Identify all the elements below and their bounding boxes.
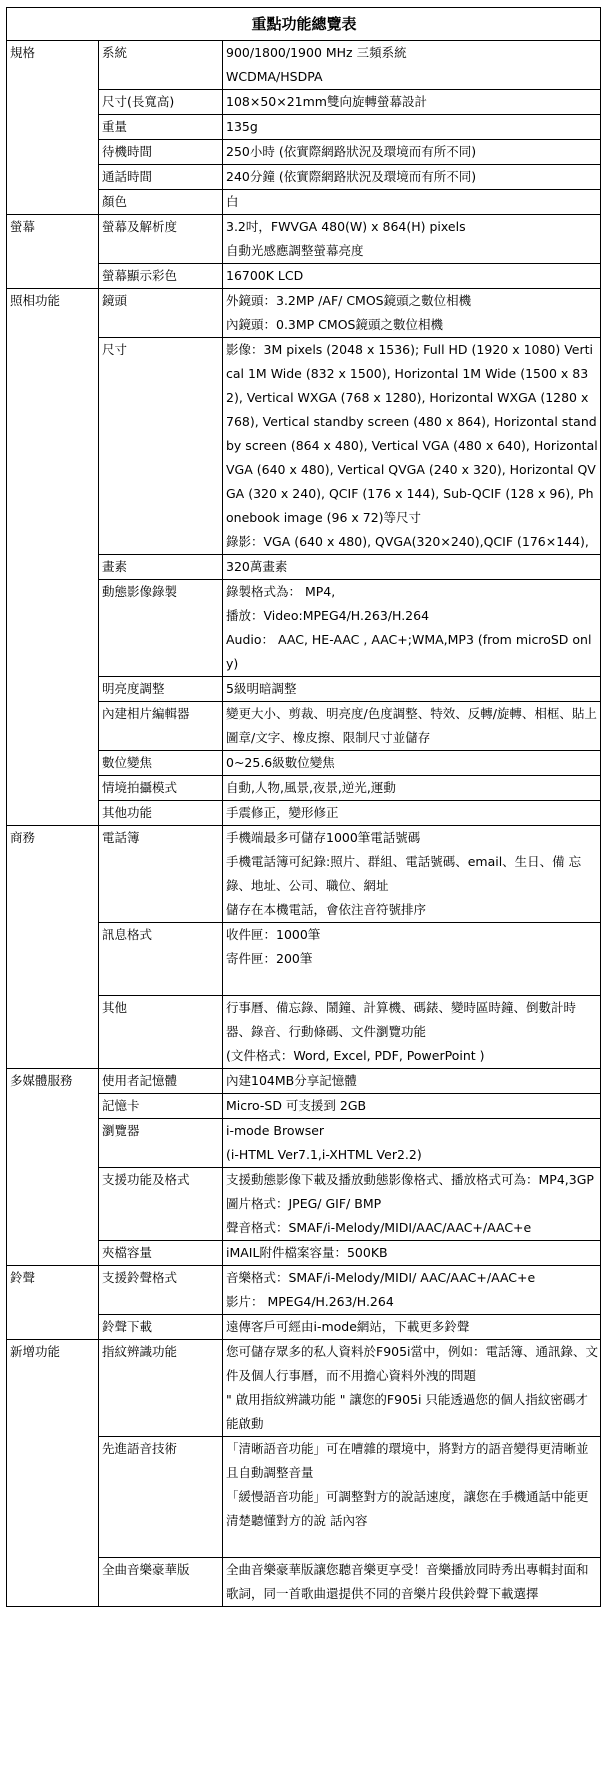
row-label: 全曲音樂豪華版 (99, 1558, 223, 1607)
row-label: 瀏覽器 (99, 1119, 223, 1168)
row-label: 通話時間 (99, 165, 223, 190)
row-label: 情境拍攝模式 (99, 776, 223, 801)
row-label: 記憶卡 (99, 1094, 223, 1119)
category-new-features: 新增功能 (7, 1340, 99, 1607)
value-line: 圖片格式：JPEG/ GIF/ BMP (226, 1196, 382, 1211)
row-label: 顏色 (99, 190, 223, 215)
row-label: 尺寸 (99, 338, 223, 555)
row-label: 明亮度調整 (99, 677, 223, 702)
row-value: 內建104MB分享記憶體 (223, 1069, 601, 1094)
row-label: 電話簿 (99, 826, 223, 923)
value-line: 900/1800/1900 MHz 三頻系統 (226, 45, 407, 60)
category-ringtone: 鈴聲 (7, 1266, 99, 1340)
category-multimedia: 多媒體服務 (7, 1069, 99, 1266)
row-label: 鈴聲下載 (99, 1315, 223, 1340)
row-value: 全曲音樂豪華版讓您聽音樂更享受！音樂播放同時秀出專輯封面和歌詞，同一首歌曲還提供不同的音樂片段供鈴聲下載選擇 (223, 1558, 601, 1607)
table-row (7, 1266, 601, 1315)
row-value (223, 41, 601, 90)
row-label: 尺寸(長寬高) (99, 90, 223, 115)
row-label: 螢幕及解析度 (99, 215, 223, 264)
category-spec: 規格 (7, 41, 99, 215)
row-label: 鏡頭 (99, 289, 223, 338)
value-line: 3.2吋，FWVGA 480(W) x 864(H) pixels (226, 219, 466, 234)
row-label: 支援鈴聲格式 (99, 1266, 223, 1315)
row-value: 108×50×21mm雙向旋轉螢幕設計 (223, 90, 601, 115)
value-line: Audio： AAC, HE-AAC , AAC+;WMA,MP3 (from microSD only) (226, 632, 592, 671)
row-value: 自動,人物,風景,夜景,逆光,運動 (223, 776, 601, 801)
table-row (7, 215, 601, 264)
category-camera: 照相功能 (7, 289, 99, 826)
value-line: 錄影：VGA (640 x 480), QVGA(320×240),QCIF (176×144), (226, 534, 589, 549)
row-label: 其他功能 (99, 801, 223, 826)
value-line: (i-HTML Ver7.1,i-XHTML Ver2.2) (226, 1147, 422, 1162)
row-label: 其他 (99, 996, 223, 1069)
value-line: WCDMA/HSDPA (226, 69, 323, 84)
table-row (7, 1069, 601, 1094)
value-line: 影片： MPEG4/H.263/H.264 (226, 1294, 394, 1309)
value-line: 內鏡頭：0.3MP CMOS鏡頭之數位相機 (226, 317, 443, 332)
row-label: 數位變焦 (99, 751, 223, 776)
value-line: 支援動態影像下載及播放動態影像格式、播放格式可為：MP4,3GP (226, 1172, 594, 1187)
value-line: " 啟用指紋辨識功能 " 讓您的F905i 只能透過您的個人指紋密碼才能啟動 (226, 1392, 588, 1431)
value-line: 「清晰語音功能」可在嘈雜的環境中，將對方的語音變得更清晰並且自動調整音量 (226, 1441, 589, 1480)
row-value: 手震修正，變形修正 (223, 801, 601, 826)
row-value: 135g (223, 115, 601, 140)
blank-line (226, 1533, 598, 1557)
row-value (223, 1437, 601, 1558)
row-value: iMAIL附件檔案容量：500KB (223, 1241, 601, 1266)
row-label: 支援功能及格式 (99, 1168, 223, 1241)
value-line: 您可儲存眾多的私人資料於F905i當中，例如：電話簿、通訊錄、文件及個人行事曆，而不用擔心資料外洩的問題 (226, 1344, 599, 1383)
row-label: 待機時間 (99, 140, 223, 165)
value-line: 聲音格式：SMAF/i-Melody/MIDI/AAC/AAC+/AAC+e (226, 1220, 532, 1235)
table-title-row (7, 8, 601, 41)
value-line: 自動光感應調整螢幕亮度 (226, 243, 364, 258)
row-value (223, 289, 601, 338)
table-row (7, 1340, 601, 1437)
value-line: 「緩慢語音功能」可調整對方的說話速度，讓您在手機通話中能更清楚聽懂對方的說 話內容 (226, 1489, 589, 1528)
row-label: 動態影像錄製 (99, 580, 223, 677)
value-line: 錄製格式為： MP4, (226, 584, 336, 599)
row-value: Micro-SD 可支援到 2GB (223, 1094, 601, 1119)
row-value (223, 580, 601, 677)
row-value: 5級明暗調整 (223, 677, 601, 702)
row-value (223, 826, 601, 923)
feature-overview-table (6, 7, 601, 1607)
row-value: 250小時 (依實際網路狀況及環境而有所不同) (223, 140, 601, 165)
row-value: 320萬畫素 (223, 555, 601, 580)
row-value: 遠傳客戶可經由i-mode網站，下載更多鈴聲 (223, 1315, 601, 1340)
row-label: 訊息格式 (99, 923, 223, 996)
table-row (7, 41, 601, 90)
blank-line (226, 971, 598, 995)
value-line: 影像：3M pixels (2048 x 1536); Full HD (1920 x 1080) Vertical 1M Wide (832 x 1500), Horizontal 1M Wide (1500 x 832), Vertical WXGA (768 x 1280), Horizontal WXGA (1280 x 768), Vertical standby screen (480 x 864), Horizontal standby screen (864 x 480), Vertical VGA (480 x 640), Horizontal VGA (640 x 480), Vertical QVGA (240 x 320), Horizontal QVGA (320 x 240), QCIF (176 x 144), Sub-QCIF (128 x 96), Phonebook image (96 x 72)等尺寸 (226, 342, 598, 525)
value-line: 音樂格式：SMAF/i-Melody/MIDI/ AAC/AAC+/AAC+e (226, 1270, 536, 1285)
row-value (223, 1168, 601, 1241)
row-value (223, 338, 601, 555)
value-line: 寄件匣：200筆 (226, 951, 313, 966)
value-line: 外鏡頭：3.2MP /AF/ CMOS鏡頭之數位相機 (226, 293, 472, 308)
value-line: 儲存在本機電話，會依注音符號排序 (226, 902, 427, 917)
table-row (7, 826, 601, 923)
row-value: 變更大小、剪裁、明亮度/色度調整、特效、反轉/旋轉、相框、貼上圖章/文字、橡皮擦、限制尺寸並儲存 (223, 702, 601, 751)
table-title: 重點功能總覽表 (7, 8, 601, 41)
value-line: (文件格式：Word, Excel, PDF, PowerPoint ) (226, 1048, 485, 1063)
row-label: 內建相片編輯器 (99, 702, 223, 751)
row-label: 系統 (99, 41, 223, 90)
row-label: 夾檔容量 (99, 1241, 223, 1266)
row-value (223, 1119, 601, 1168)
table-row (7, 289, 601, 338)
row-value (223, 1340, 601, 1437)
row-value: 16700K LCD (223, 264, 601, 289)
category-screen: 螢幕 (7, 215, 99, 289)
value-line: 手機端最多可儲存1000筆電話號碼 (226, 830, 421, 845)
row-label: 螢幕顯示彩色 (99, 264, 223, 289)
category-business: 商務 (7, 826, 99, 1069)
row-label: 畫素 (99, 555, 223, 580)
row-value: 240分鐘 (依實際網路狀況及環境而有所不同) (223, 165, 601, 190)
row-value (223, 1266, 601, 1315)
value-line: 手機電話簿可紀錄:照片、群組、電話號碼、email、生日、備 忘錄、地址、公司、職位、網址 (226, 854, 582, 893)
row-value (223, 996, 601, 1069)
row-value (223, 215, 601, 264)
value-line: 行事曆、備忘錄、鬧鐘、計算機、碼錶、變時區時鐘、倒數計時器、錄音、行動條碼、文件瀏覽功能 (226, 1000, 577, 1039)
row-label: 重量 (99, 115, 223, 140)
row-value: 白 (223, 190, 601, 215)
row-value (223, 923, 601, 996)
row-label: 先進語音技術 (99, 1437, 223, 1558)
value-line: i-mode Browser (226, 1123, 325, 1138)
row-label: 使用者記憶體 (99, 1069, 223, 1094)
row-label: 指紋辨識功能 (99, 1340, 223, 1437)
value-line: 收件匣：1000筆 (226, 927, 321, 942)
row-value: 0~25.6級數位變焦 (223, 751, 601, 776)
value-line: 播放：Video:MPEG4/H.263/H.264 (226, 608, 430, 623)
